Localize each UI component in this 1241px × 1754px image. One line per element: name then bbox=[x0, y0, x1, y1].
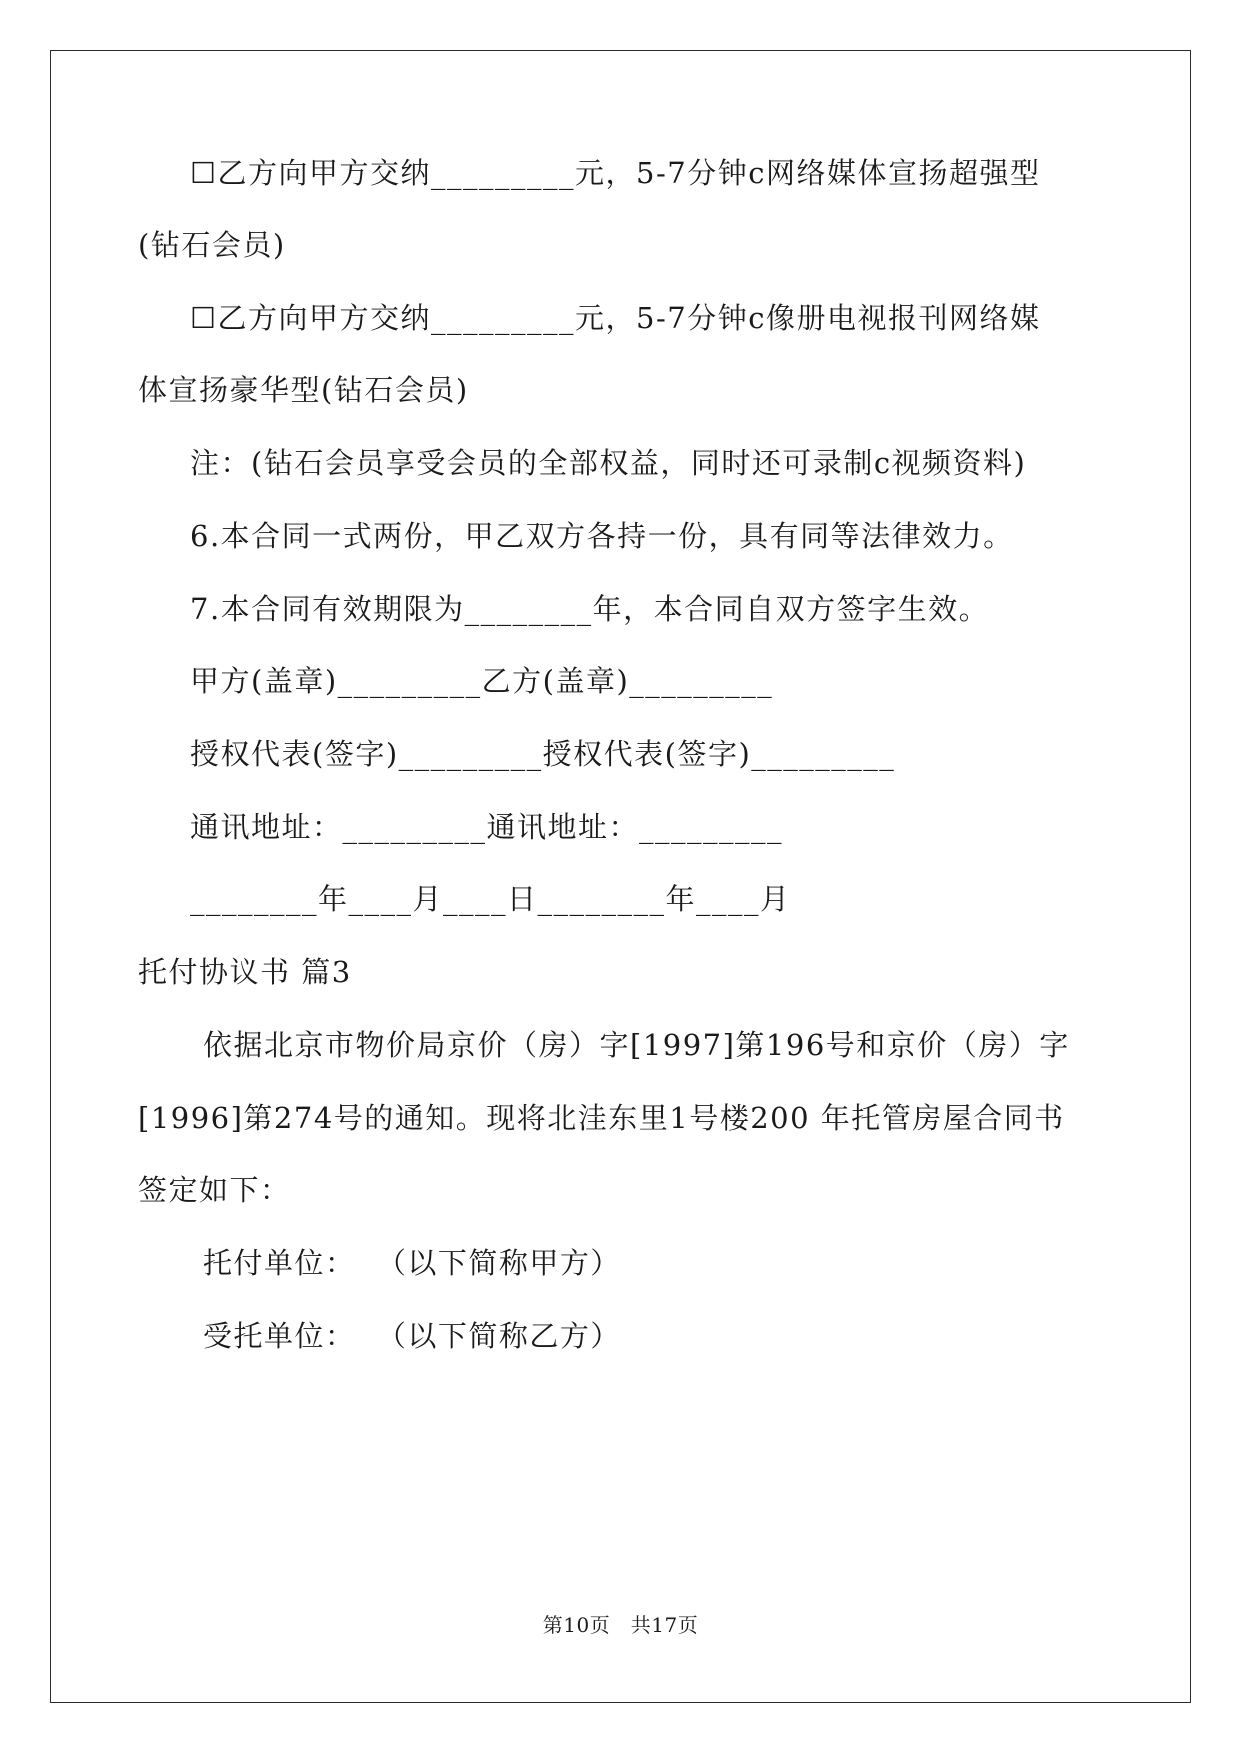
paragraph-basis: 依据北京市物价局京价（房）字[1997]第196号和京价（房）字 bbox=[203, 1028, 1070, 1062]
paragraph-basis-cont: [1996]第274号的通知。现将北洼东里1号楼200 年托管房屋合同书 bbox=[138, 1101, 1065, 1135]
party-a-line: 托付单位： （以下简称甲方） bbox=[203, 1246, 621, 1280]
paragraph-clause-6: 6.本合同一式两份，甲乙双方各持一份，具有同等法律效力。 bbox=[190, 519, 1014, 553]
paragraph-option-supreme: ☐乙方向甲方交纳_________元，5-7分钟c网络媒体宣扬超强型 bbox=[190, 156, 1041, 190]
signature-seal-line: 甲方(盖章)_________乙方(盖章)_________ bbox=[190, 664, 774, 698]
paragraph-clause-7: 7.本合同有效期限为________年，本合同自双方签字生效。 bbox=[190, 592, 990, 626]
signature-address-line: 通讯地址：_________通讯地址：_________ bbox=[190, 810, 784, 844]
page-footer: 第10页 共17页 bbox=[542, 1613, 699, 1637]
party-b-line: 受托单位： （以下简称乙方） bbox=[203, 1319, 621, 1353]
paragraph-option-luxury: ☐乙方向甲方交纳_________元，5-7分钟c像册电视报刊网络媒 bbox=[190, 301, 1041, 335]
paragraph-option-luxury-cont: 体宣扬豪华型(钻石会员) bbox=[138, 373, 469, 407]
section-heading: 托付协议书 篇3 bbox=[138, 955, 352, 989]
signature-date-line: ________年____月____日________年____月 bbox=[190, 882, 791, 916]
paragraph-option-supreme-cont: (钻石会员) bbox=[138, 228, 286, 262]
paragraph-basis-end: 签定如下： bbox=[138, 1173, 291, 1207]
paragraph-note: 注：(钻石会员享受会员的全部权益，同时还可录制c视频资料) bbox=[190, 446, 1027, 480]
signature-representative-line: 授权代表(签字)_________授权代表(签字)_________ bbox=[190, 737, 896, 771]
